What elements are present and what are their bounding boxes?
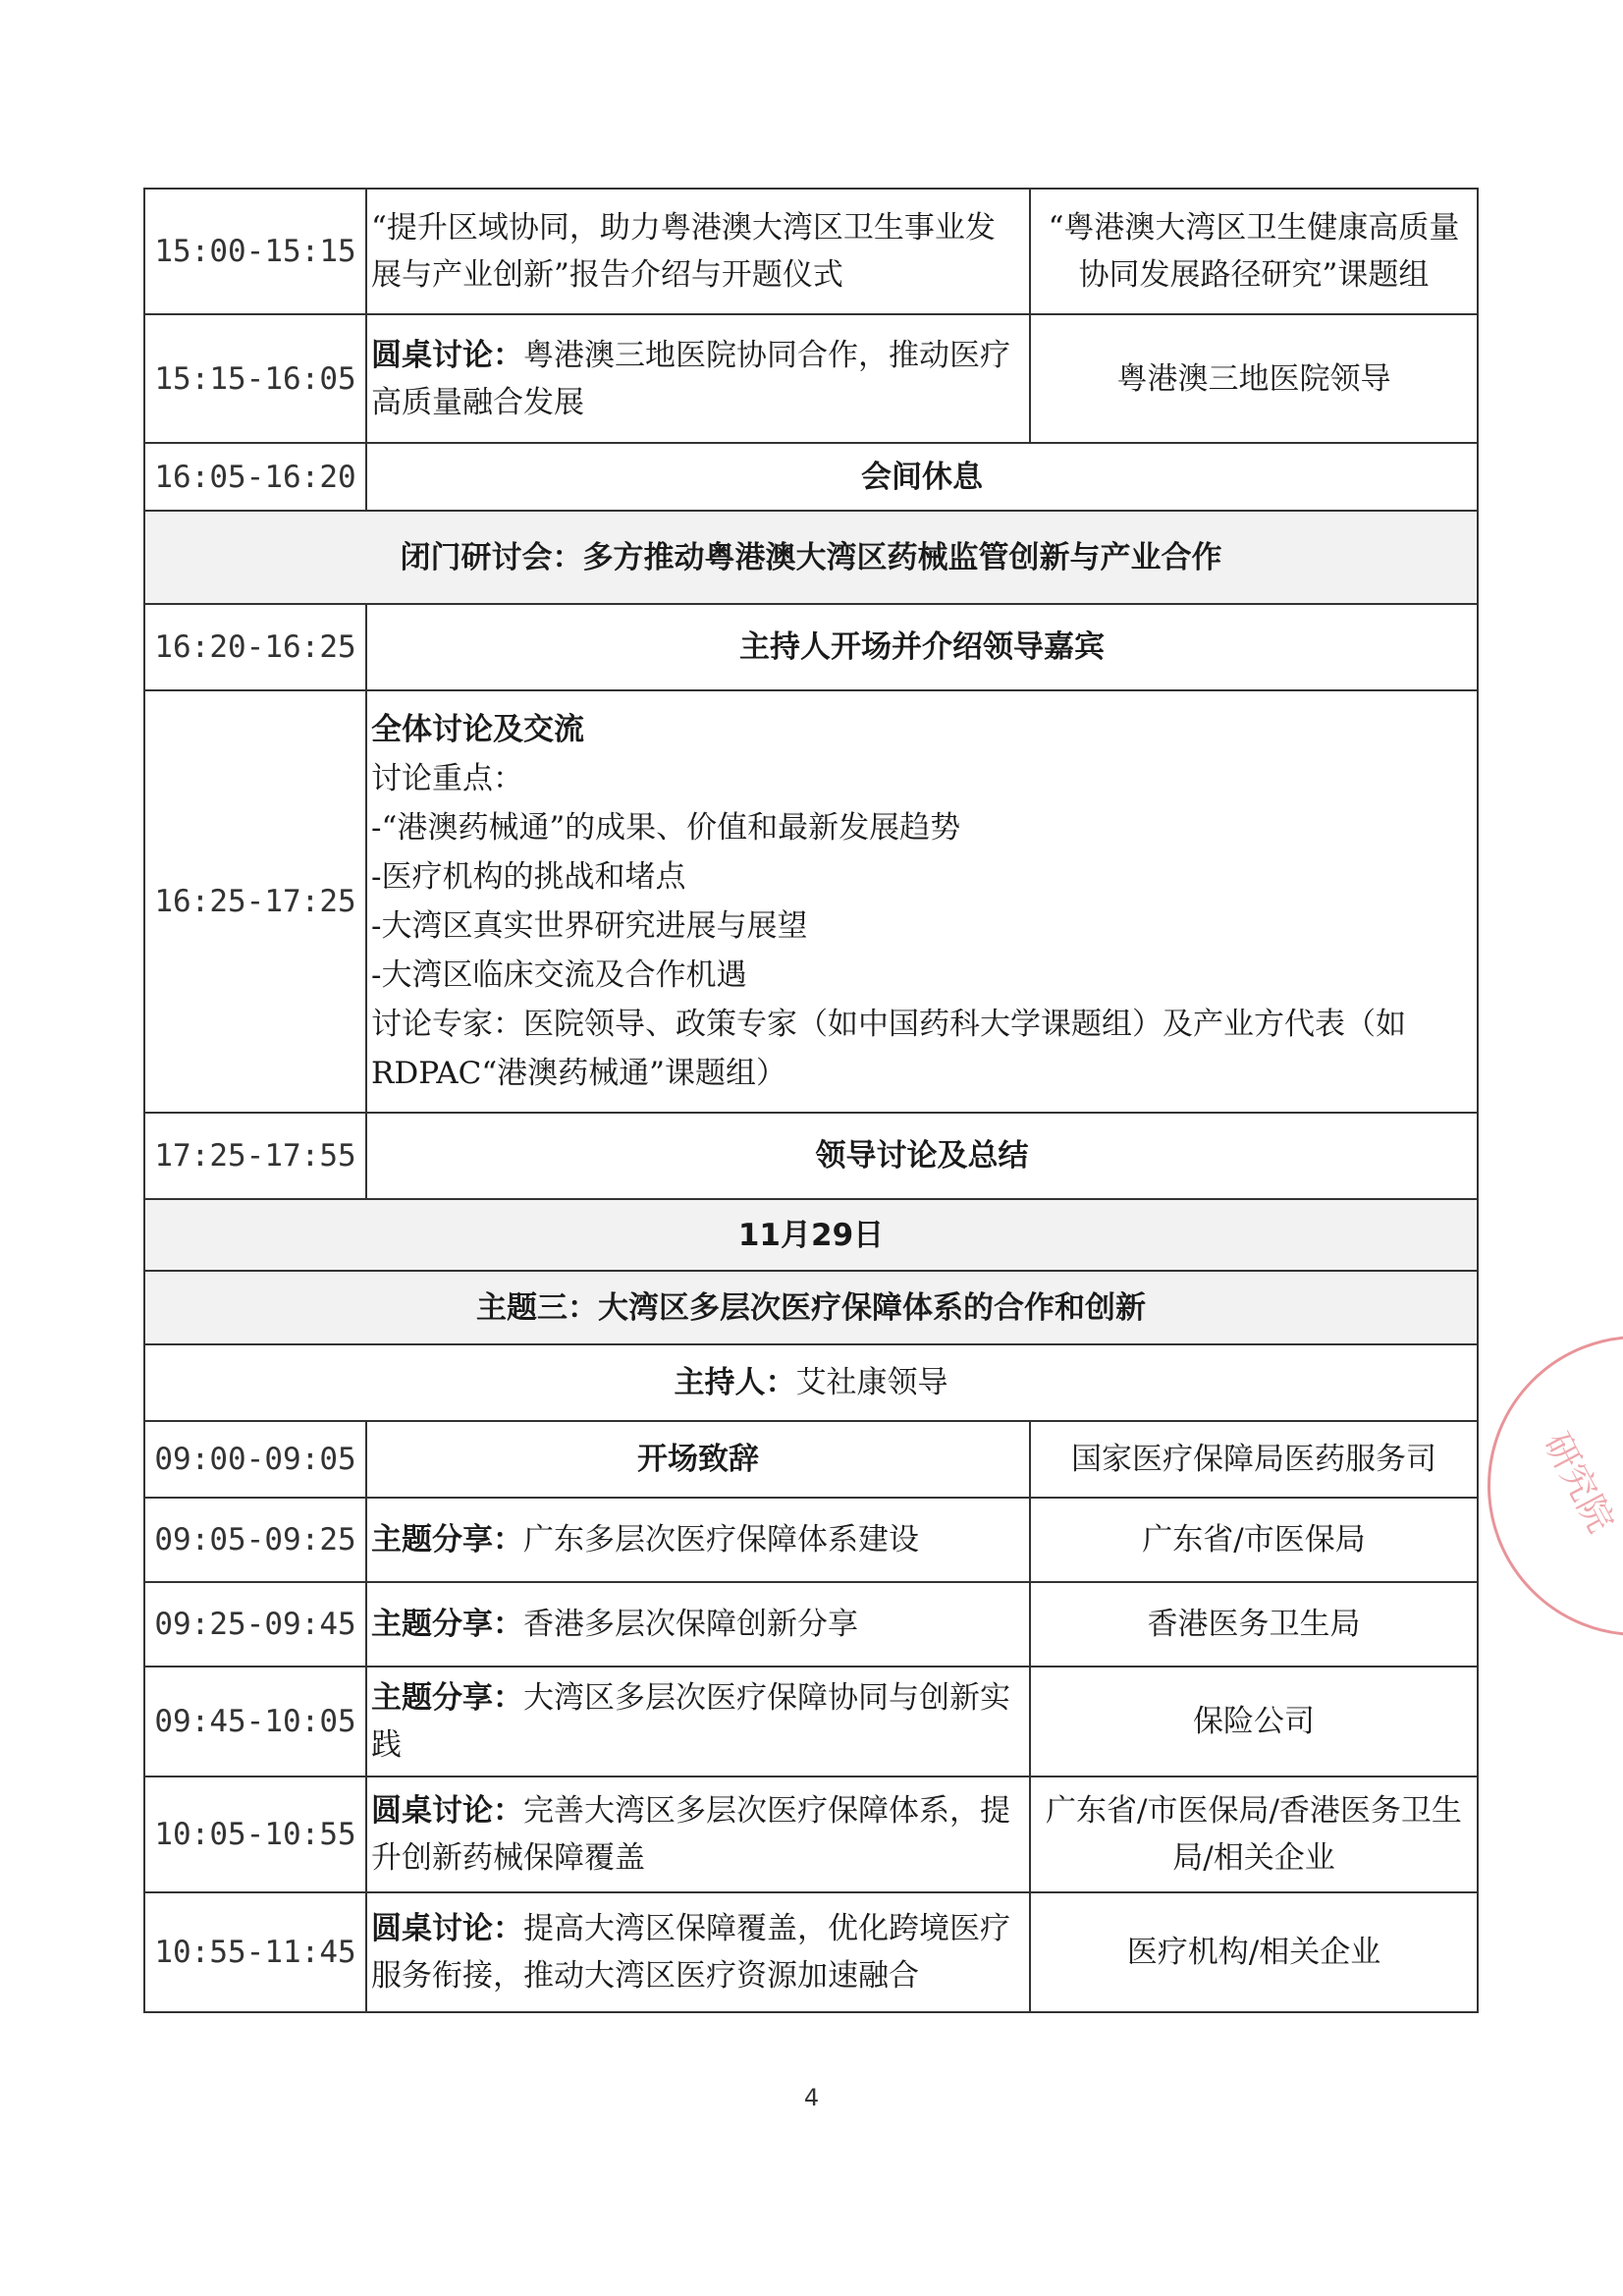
section-banner-row — [144, 1199, 1478, 1271]
speaker-cell: 保险公司 — [1030, 1667, 1478, 1777]
discussion-cell — [366, 690, 1478, 1113]
topic-cell: “提升区域协同，助力粤港澳大湾区卫生事业发展与产业创新”报告介绍与开题仪式 — [366, 189, 1030, 314]
time-cell: 15:15-16:05 — [144, 314, 366, 443]
session-type-label: 圆桌讨论： — [371, 1911, 523, 1946]
topic-text: 完善大湾区多层次医疗保障体系，提升创新药械保障覆盖 — [371, 1793, 1010, 1876]
speaker-cell: 广东省/市医保局 — [1030, 1498, 1478, 1582]
theme-banner: 主题三：大湾区多层次医疗保障体系的合作和创新 — [144, 1271, 1478, 1344]
agenda-row — [144, 314, 1478, 443]
discussion-title: 全体讨论及交流 — [371, 712, 584, 747]
time-cell: 09:45-10:05 — [144, 1667, 366, 1777]
topic-cell — [366, 1667, 1030, 1777]
topic-text: 提高大湾区保障覆盖，优化跨境医疗服务衔接，推动大湾区医疗资源加速融合 — [371, 1911, 1010, 1994]
agenda-row — [144, 1582, 1478, 1667]
focus-label: 讨论重点： — [371, 761, 523, 796]
time-cell: 09:25-09:45 — [144, 1582, 366, 1667]
time-cell: 16:05-16:20 — [144, 443, 366, 511]
time-cell: 16:20-16:25 — [144, 604, 366, 690]
topic-cell — [366, 1892, 1030, 2012]
time-cell: 10:05-10:55 — [144, 1777, 366, 1892]
time-cell: 16:25-17:25 — [144, 690, 366, 1113]
topic-cell — [366, 314, 1030, 443]
topic-cell — [366, 1498, 1030, 1582]
date-banner: 11月29日 — [144, 1199, 1478, 1271]
agenda-row — [144, 189, 1478, 314]
topic-text: 大湾区多层次医疗保障协同与创新实践 — [371, 1680, 1010, 1763]
topic-text: 粤港澳三地医院协同合作，推动医疗高质量融合发展 — [371, 337, 1010, 420]
speaker-cell: 国家医疗保障局医药服务司 — [1030, 1421, 1478, 1498]
topic-cell: 会间休息 — [366, 443, 1478, 511]
session-type-label: 主题分享： — [371, 1680, 523, 1716]
agenda-row — [144, 1892, 1478, 2012]
agenda-row — [144, 1777, 1478, 1892]
session-type-label: 圆桌讨论： — [371, 1793, 523, 1829]
agenda-row — [144, 1421, 1478, 1498]
discussion-point: -大湾区真实世界研究进展与展望 — [371, 908, 808, 944]
time-cell: 17:25-17:55 — [144, 1113, 366, 1199]
section-banner: 闭门研讨会：多方推动粤港澳大湾区药械监管创新与产业合作 — [144, 511, 1478, 604]
agenda-row — [144, 604, 1478, 690]
topic-cell — [366, 1582, 1030, 1667]
speaker-cell: “粤港澳大湾区卫生健康高质量协同发展路径研究”课题组 — [1030, 189, 1478, 314]
agenda-row — [144, 1498, 1478, 1582]
topic-cell: 开场致辞 — [366, 1421, 1030, 1498]
topic-cell: 领导讨论及总结 — [366, 1113, 1478, 1199]
agenda-row — [144, 690, 1478, 1113]
red-seal-stamp — [1488, 1336, 1623, 1636]
discussion-experts: 讨论专家：医院领导、政策专家（如中国药科大学课题组）及产业方代表（如RDPAC“港澳药械通”课题组） — [371, 1007, 1406, 1091]
host-row — [144, 1344, 1478, 1421]
topic-text: 广东多层次医疗保障体系建设 — [523, 1522, 919, 1558]
session-type-label: 圆桌讨论： — [371, 337, 523, 373]
speaker-cell: 香港医务卫生局 — [1030, 1582, 1478, 1667]
agenda-table — [143, 188, 1479, 2013]
discussion-point: -“港澳药械通”的成果、价值和最新发展趋势 — [371, 810, 961, 846]
host-label: 主持人： — [674, 1365, 796, 1400]
time-cell: 09:05-09:25 — [144, 1498, 366, 1582]
host-name: 艾社康领导 — [795, 1365, 948, 1400]
discussion-point: -大湾区临床交流及合作机遇 — [371, 957, 747, 993]
session-type-label: 主题分享： — [371, 1522, 523, 1558]
agenda-row — [144, 1113, 1478, 1199]
time-cell: 10:55-11:45 — [144, 1892, 366, 2012]
section-banner-row — [144, 1271, 1478, 1344]
speaker-cell: 粤港澳三地医院领导 — [1030, 314, 1478, 443]
page-number: 4 — [803, 2084, 820, 2111]
topic-cell: 主持人开场并介绍领导嘉宾 — [366, 604, 1478, 690]
time-cell: 09:00-09:05 — [144, 1421, 366, 1498]
speaker-cell: 医疗机构/相关企业 — [1030, 1892, 1478, 2012]
host-cell — [144, 1344, 1478, 1421]
seal-text: 研究院 — [1535, 1426, 1621, 1540]
agenda-row — [144, 443, 1478, 511]
topic-text: 香港多层次保障创新分享 — [523, 1607, 858, 1642]
agenda-row — [144, 1667, 1478, 1777]
time-cell: 15:00-15:15 — [144, 189, 366, 314]
discussion-point: -医疗机构的挑战和堵点 — [371, 859, 686, 895]
session-type-label: 主题分享： — [371, 1607, 523, 1642]
topic-cell — [366, 1777, 1030, 1892]
section-banner-row — [144, 511, 1478, 604]
speaker-cell: 广东省/市医保局/香港医务卫生局/相关企业 — [1030, 1777, 1478, 1892]
